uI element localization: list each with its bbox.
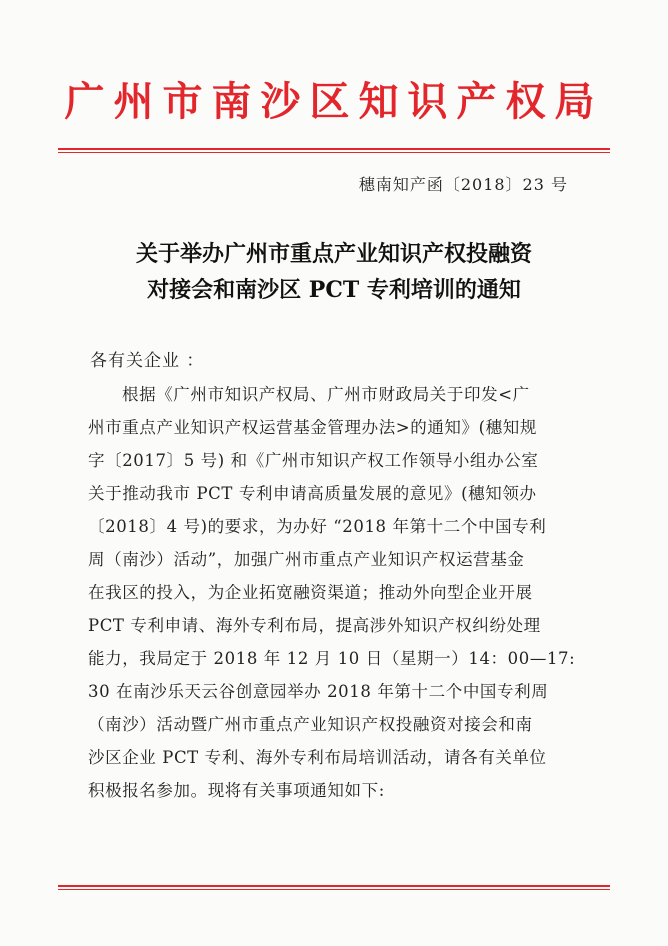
body-line: （南沙）活动暨广州市重点产业知识产权投融资对接会和南 [88, 715, 533, 734]
body-line: 周（南沙）活动”，加强广州市重点产业知识产权运营基金 [88, 550, 525, 569]
salutation: 各有关企业 ： [90, 351, 205, 371]
body-paragraph [88, 378, 588, 807]
body-line: 州市重点产业知识产权运营基金管理办法>的通知》(穗知规 [88, 418, 537, 437]
body-line: 沙区企业 PCT 专利、海外专利布局培训活动，请各有关单位 [88, 748, 547, 767]
body-line: 在我区的投入，为企业拓宽融资渠道；推动外向型企业开展 [88, 583, 533, 602]
document-title-line-1: 关于举办广州市重点产业知识产权投融资 [135, 241, 532, 267]
body-line: 积极报名参加。现将有关事项通知如下: [88, 781, 385, 800]
document-number: 穗南知产函〔2018〕23 号 [358, 175, 568, 194]
document-title [0, 236, 668, 308]
header-red-divider [58, 148, 610, 153]
body-line: 30 在南沙乐天云谷创意园举办 2018 年第十二个中国专利周 [88, 682, 549, 701]
body-line: PCT 专利申请、海外专利布局，提高涉外知识产权纠纷处理 [88, 616, 541, 635]
document-title-line-2: 对接会和南沙区 PCT 专利培训的通知 [147, 277, 521, 303]
body-line: 能力，我局定于 2018 年 12 月 10 日（星期一）14：00—17: [88, 649, 576, 668]
footer-red-divider [58, 885, 610, 890]
body-line: 字〔2017〕5 号) 和《广州市知识产权工作领导小组办公室 [88, 451, 539, 470]
body-line: 关于推动我市 PCT 专利申请高质量发展的意见》(穗知领办 [88, 484, 537, 503]
body-line: 根据《广州市知识产权局、广州市财政局关于印发<广 [122, 385, 530, 404]
agency-header-title: 广州市南沙区知识产权局 [64, 78, 604, 125]
body-line: 〔2018〕4 号)的要求，为办好 “2018 年第十二个中国专利 [88, 517, 547, 536]
